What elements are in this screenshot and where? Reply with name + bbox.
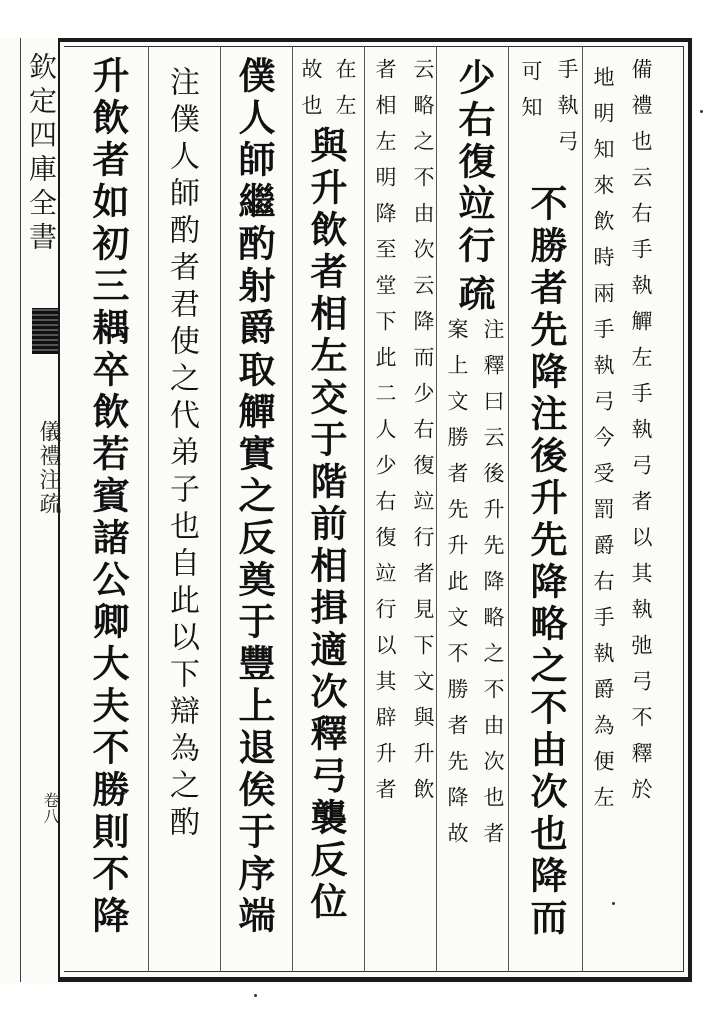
column-rule xyxy=(220,46,221,972)
col7-annotation-text: 注僕人師酌者君使之代弟子也自此以下辯為之酌 xyxy=(164,66,199,843)
col4-annotation-left: 者相左明降至堂下此二人少右復竝行以其辟升者 xyxy=(373,58,397,814)
scan-speck xyxy=(254,994,257,997)
scan-margin-right xyxy=(694,0,716,1024)
col5-main-text: 與升飲者相左交于階前相揖適次釋弓襲反位 xyxy=(304,126,348,924)
col2-lead-annotation-right: 手執弓 xyxy=(555,58,579,166)
col5-lead-annotation-left: 故也 xyxy=(299,58,323,130)
col3-annotation-left: 案上文勝者先升此文不勝者先降故 xyxy=(445,318,469,858)
scan-speck xyxy=(700,110,703,113)
column-rule xyxy=(508,46,509,972)
scan-margin-bottom xyxy=(0,984,716,1024)
column-rule xyxy=(582,46,583,972)
col6-main-text: 僕人師繼酌射爵取觶實之反奠于豐上退俟于序端 xyxy=(232,56,276,938)
col3-main-text: 少右復竝行 xyxy=(452,58,496,268)
column-rule xyxy=(292,46,293,972)
col1-annotation-right: 備禮也云右手執觶左手執弓者以其執弛弓不釋於 xyxy=(629,58,653,814)
column-rule xyxy=(436,46,437,972)
column-rule xyxy=(148,46,149,972)
column-rule xyxy=(364,46,365,972)
col5-lead-annotation-right: 在左 xyxy=(333,58,357,130)
scan-speck xyxy=(612,902,615,905)
col4-annotation-right: 云略之不由次云降而少右復竝行者見下文與升飲 xyxy=(411,58,435,814)
col3-shu-marker: 疏 xyxy=(452,274,496,316)
col2-main-text: 不勝者先降注後升先降略之不由次也降而 xyxy=(524,184,568,940)
page-marker: 卷八 xyxy=(41,792,60,824)
fish-tail-mark xyxy=(32,308,58,354)
collection-title: 欽定四庫全書 xyxy=(25,52,58,256)
col8-main-text: 升飲者如初三耦卒飲若賓諸公卿大夫不勝則不降 xyxy=(86,56,130,938)
col1-annotation-left: 地明知來飲時兩手執弓今受罰爵右手執爵為便左 xyxy=(591,66,615,822)
col2-lead-annotation-left: 可知 xyxy=(519,60,543,132)
margin-outer-line xyxy=(20,38,21,982)
scan-margin-top xyxy=(0,0,716,38)
col3-annotation-right: 注釋曰云後升先降略之不由次也者 xyxy=(481,318,505,858)
book-title: 儀禮注疏 xyxy=(36,420,61,516)
